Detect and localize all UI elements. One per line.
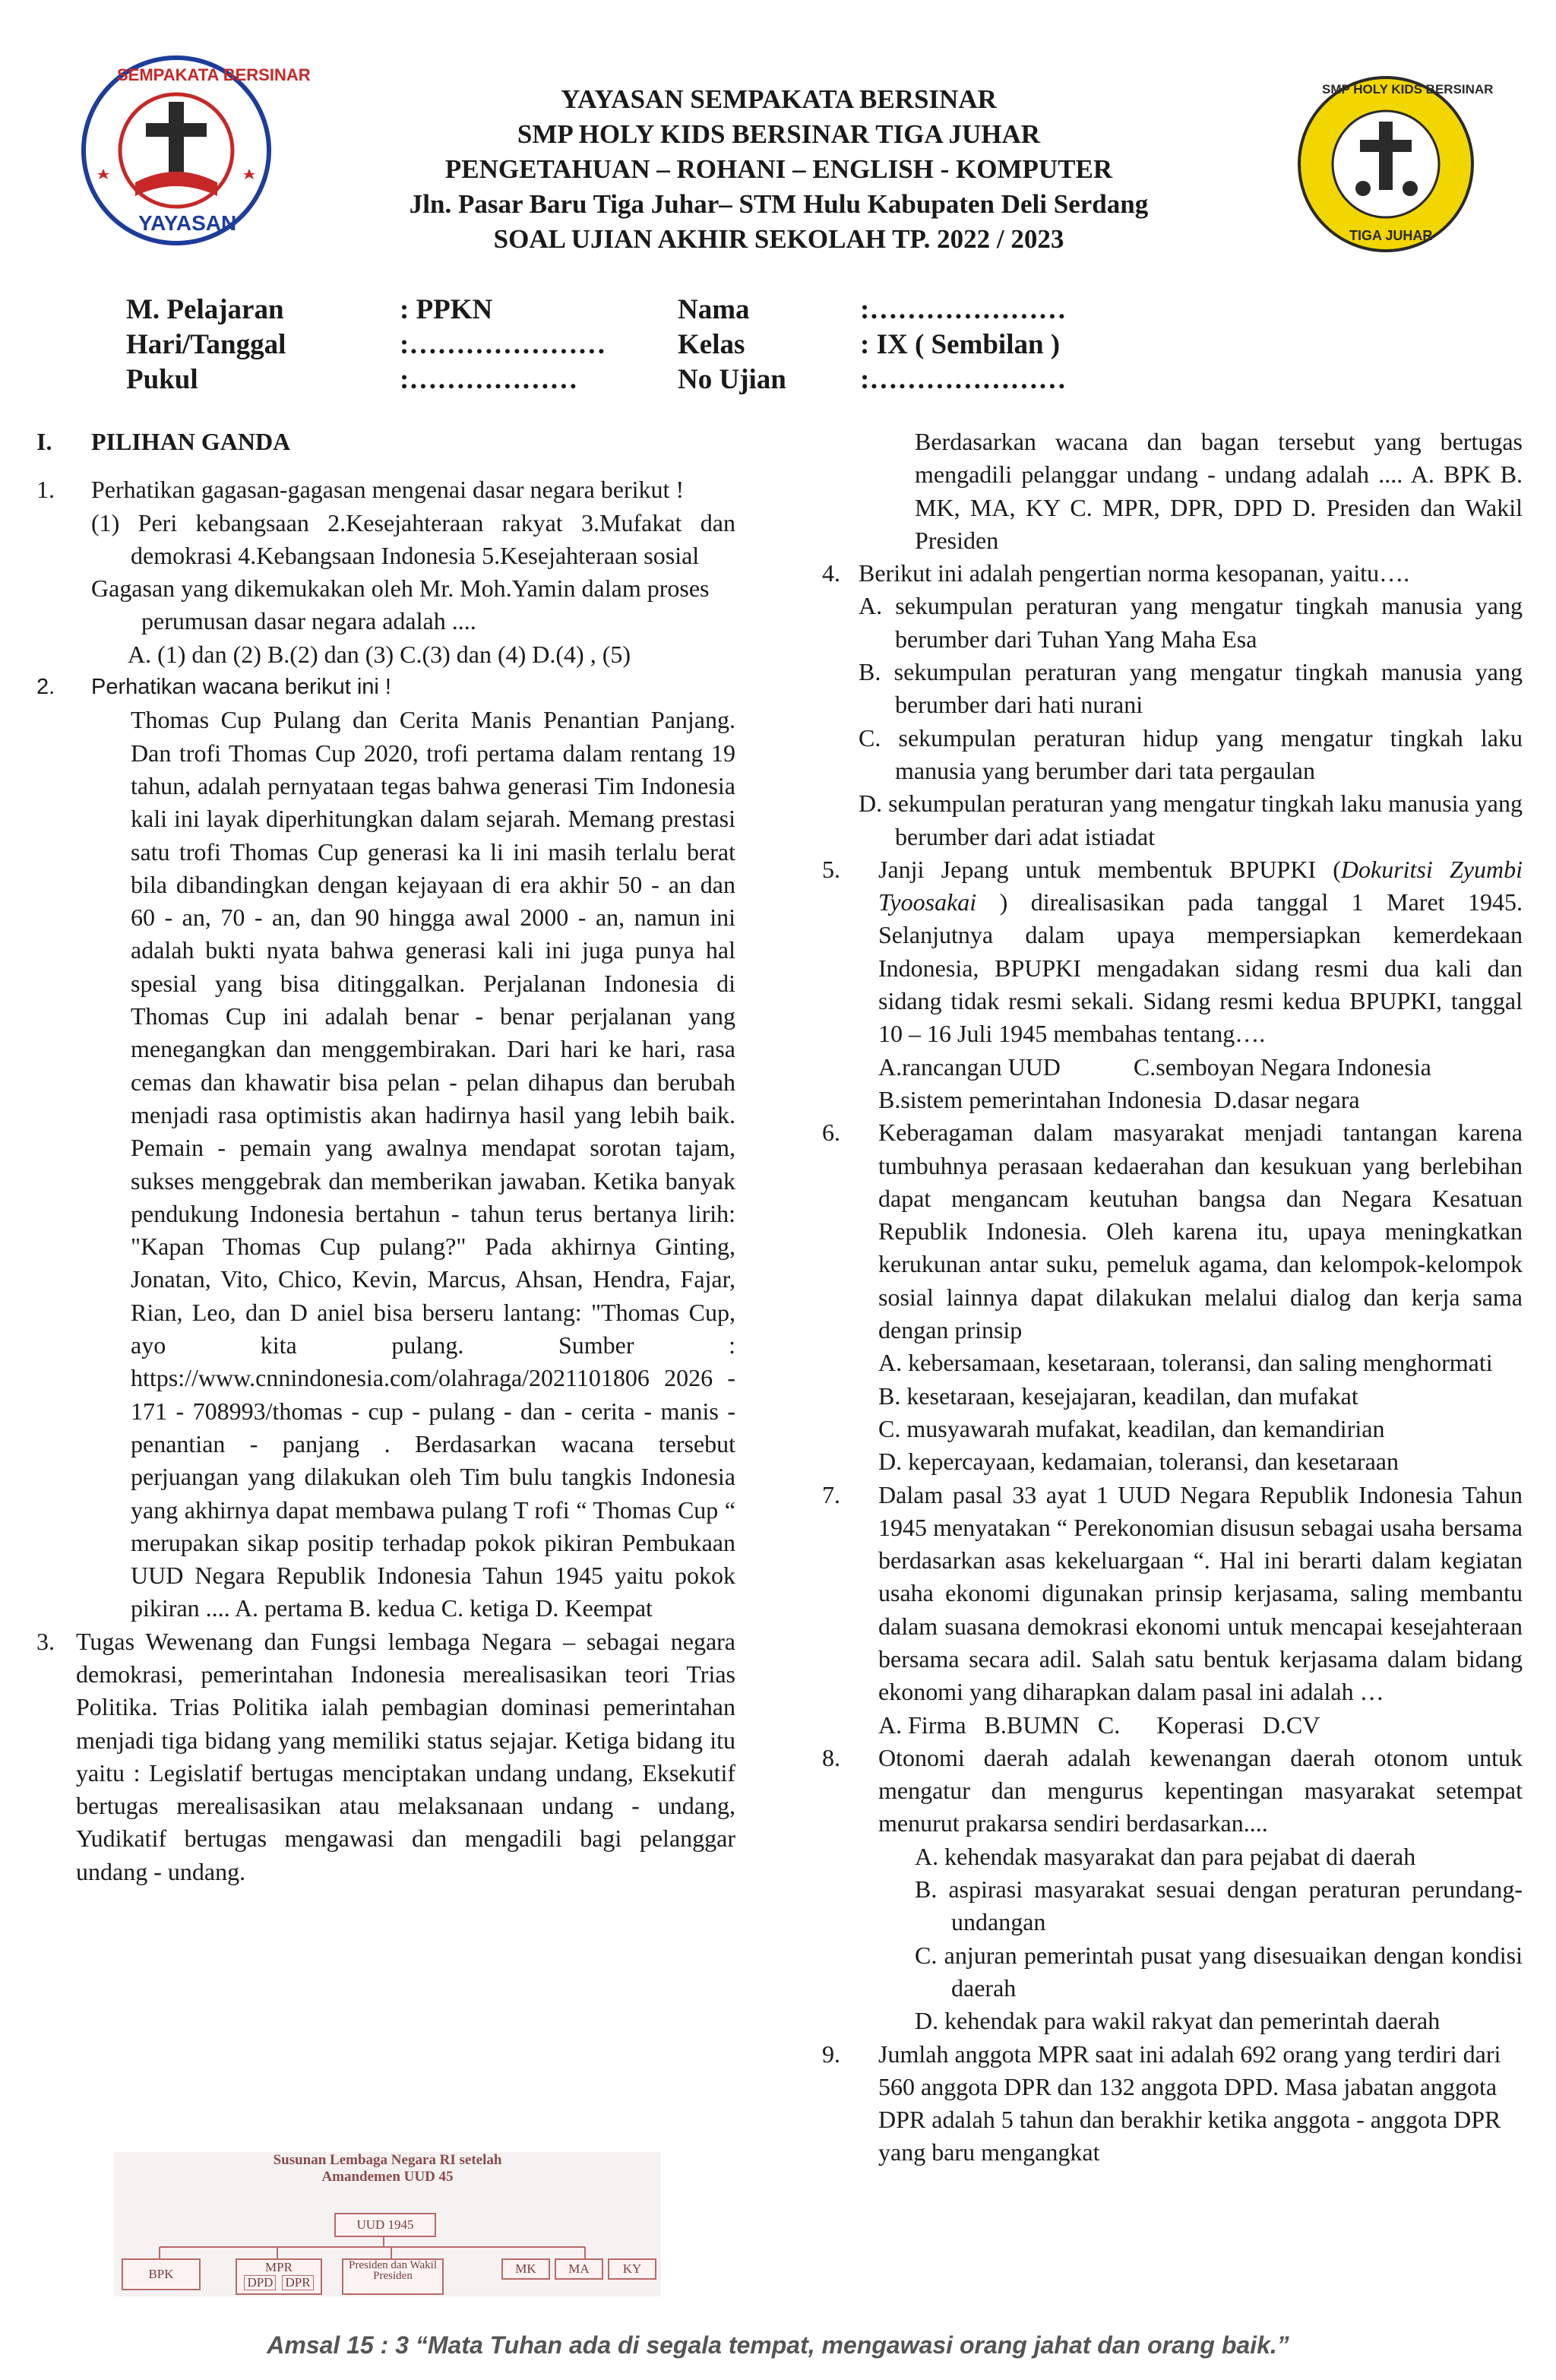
section-number: I. — [36, 428, 52, 455]
question-text: Otonomi daerah adalah kewenangan daerah otonom untuk mengatur dan mengurus kepentingan masyarakat setempat menurut prakarsa sendiri berdasarkan.... — [878, 1743, 1523, 1837]
box-ky: KY — [608, 2258, 656, 2280]
section-title: PILIHAN GANDA — [91, 428, 291, 455]
header-line-exam: SOAL UJIAN AKHIR SEKOLAH TP. 2022 / 2023 — [493, 224, 1064, 254]
box-presiden: Presiden dan Wakil Presiden — [342, 2258, 444, 2295]
header-line-school: SMP HOLY KIDS BERSINAR TIGA JUHAR — [517, 119, 1041, 149]
question-text-pre: Janji Jepang untuk membentuk BPUPKI ( — [878, 855, 1341, 883]
header-line-address: Jln. Pasar Baru Tiga Juhar– STM Hulu Kabupaten Deli Serdang — [409, 189, 1149, 219]
footer-verse: Amsal 15 : 3 “Mata Tuhan ada di segala tempat, mengawasi orang jahat dan orang baik.” — [267, 2331, 1289, 2359]
question-number: 5. — [822, 855, 840, 883]
name-value: :………………… — [860, 294, 1067, 325]
options-line-2: B.sistem pemerintahan Indonesia D.dasar negara — [878, 1085, 1360, 1113]
box-uud: UUD 1945 — [334, 2213, 436, 2237]
class-value: : IX ( Sembilan ) — [860, 329, 1061, 360]
logo-text-bottom: TIGA JUHAR — [1349, 228, 1433, 243]
name-label: Nama — [678, 294, 750, 325]
diagram-title-line1: Susunan Lembaga Negara RI setelah — [273, 2152, 502, 2168]
question-9 — [822, 2038, 1523, 2170]
box-mk: MK — [501, 2258, 550, 2280]
question-text: Dalam pasal 33 ayat 1 UUD Negara Republik Indonesia Tahun 1945 menyatakan “ Perekonomian disusun sebagai usaha bersama berdasarkan asas kekeluargaan “. Hal ini berarti dalam kegiatan usaha ekonomi digunakan prinsip kerjasama, saling membantu dalam suasana demokrasi ekonomi untuk mencapai kesejahteraan bersama secara adil. Salah satu bentuk kerjasama dalam bidang ekonomi yang diharapkan dalam pasal ini adalah … — [878, 1480, 1523, 1706]
yayasan-logo — [81, 55, 311, 246]
question-number: 6. — [822, 1119, 840, 1147]
question-text: Jumlah anggota MPR saat ini adalah 692 orang yang terdiri dari 560 anggota DPR dan 132 anggota DPD. Masa jabatan anggota DPR adalah 5 tahun dan berakhir ketika anggota - anggota DPR yang baru mengangkat — [878, 2040, 1501, 2166]
option-b: B. sekumpulan peraturan yang mengatur tingkah manusia yang berumber dari hati nurani — [859, 658, 1523, 719]
question-number: 9. — [822, 2040, 840, 2068]
option-a: A. kebersamaan, kesetaraan, toleransi, dan saling menghormati — [878, 1349, 1493, 1377]
time-value: :……………… — [400, 364, 578, 395]
subject-value: : PPKN — [400, 294, 493, 325]
option-b: B. kesetaraan, kesejajaran, keadilan, dan mufakat — [878, 1381, 1358, 1410]
question-options: A. Firma B.BUMN C. Koperasi D.CV — [878, 1711, 1320, 1739]
question-text — [878, 853, 1523, 1051]
question-number: 3. — [36, 1627, 55, 1655]
box-dpd: DPD — [244, 2275, 276, 2290]
question-options: A. (1) dan (2) B.(2) dan (3) C.(3) dan (4) D.(4) , (5) — [128, 640, 631, 668]
box-bpk: BPK — [122, 2258, 201, 2290]
box-mpr — [236, 2258, 322, 2295]
question-5 — [822, 853, 1523, 1116]
option-c: C. sekumpulan peraturan hidup yang mengatur tingkah laku manusia yang berumber dari tata pergaulan — [859, 723, 1523, 784]
question-2 — [36, 671, 735, 1625]
exam-number-value: :………………… — [860, 364, 1067, 395]
header-line-subjects: PENGETAHUAN – ROHANI – ENGLISH - KOMPUTER — [444, 154, 1113, 184]
time-label: Pukul — [126, 364, 198, 395]
header-line-foundation: YAYASAN SEMPAKATA BERSINAR — [561, 84, 997, 114]
question-intro: Perhatikan wacana berikut ini ! — [91, 675, 391, 700]
institution-diagram — [114, 2152, 661, 2296]
box-dpr: DPR — [282, 2275, 313, 2290]
box-mpr-label: MPR — [265, 2260, 293, 2274]
question-text: Thomas Cup Pulang dan Cerita Manis Penantian Panjang. Dan trofi Thomas Cup 2020, trofi pertama dalam rentang 19 tahun, adalah pernyataan tegas bahwa generasi Tim Indonesia kali ini layak diperhitungkan dalam sejarah. Memang prestasi satu trofi Thomas Cup generasi ka li ini masih terlalu berat bila dibandingkan dengan kejayaan di era akhir 50 - an dan 60 - an, 70 - an, dan 90 hingga awal 2000 - an, namun ini adalah bukti nyata bahwa generasi kali ini juga punya hal spesial yang bisa ditinggalkan. Perjalanan Indonesia di Thomas Cup ini adalah benar - benar perjalanan yang menegangkan dan menggembirakan. Dari hari ke hari, rasa cemas dan khawatir bisa pelan - pelan dihapus dan berubah menjadi rasa optimistis akan hadirnya hasil yang lebih baik. Pemain - pemain yang awalnya mendapat sorotan tajam, sukses menggebrak dan memberikan jawaban. Ketika banyak pendukung Indonesia bertahun - tahun terus bertanya lirih: "Kapan Thomas Cup pulang?" Pada akhirnya Ginting, Jonatan, Vito, Chico, Kevin, Marcus, Ahsan, Hendra, Fajar, Rian, Leo, dan D aniel bisa berseru lantang: "Thomas Cup, ayo kita pulang. Sumber : https://www.cnnindonesia.com/olahraga/2021101806 2026 - 171 - 708993/thomas - cup - pulang - dan - cerita - manis - penantian - panjang . Berdasarkan wacana tersebut perjuangan yang dilakukan oleh Tim bulu tangkis Indonesia yang akhirnya dapat membawa pulang T rofi “ Thomas Cup “ merupakan sikap positip terhadap pokok pikiran Pembukaan UUD Negara Republik Indonesia Tahun 1945 yaitu pokok pikiran .... A. pertama B. kedua C. ketiga D. Keempat — [131, 706, 735, 1622]
logo-text-bottom: YAYASAN — [138, 211, 237, 235]
question-3 — [36, 1625, 735, 1888]
date-label: Hari/Tanggal — [126, 329, 286, 360]
option-a: A. sekumpulan peraturan yang mengatur tingkah manusia yang berumber dari Tuhan Yang Maha Esa — [859, 592, 1523, 653]
question-8 — [822, 1742, 1523, 2038]
subject-label: M. Pelajaran — [126, 294, 284, 325]
logo-text-top: SMP HOLY KIDS BERSINAR — [1322, 82, 1494, 97]
left-column — [36, 426, 735, 1888]
question-text: Berdasarkan wacana dan bagan tersebut yang bertugas mengadili pelanggar undang - undang adalah .... A. BPK B. MK, MA, KY C. MPR, DPR, DPD D. Presiden dan Wakil Presiden — [915, 428, 1523, 554]
class-label: Kelas — [678, 329, 745, 360]
question-stem: Gagasan yang dikemukakan oleh Mr. Moh.Yamin dalam proses perumusan dasar negara adalah .... — [91, 574, 710, 635]
question-items: (1) Peri kebangsaan 2.Kesejahteraan rakyat 3.Mufakat dan demokrasi 4.Kebangsaan Indonesia 5.Kesejahteraan sosial — [91, 508, 735, 569]
exam-number-label: No Ujian — [678, 364, 786, 395]
section-heading — [36, 426, 735, 458]
right-column — [822, 426, 1523, 2170]
school-logo — [1296, 74, 1494, 254]
question-number: 1. — [36, 476, 55, 504]
question-text: Tugas Wewenang dan Fungsi lembaga Negara – sebagai negara demokrasi, pemerintahan Indonesia merealisasikan teori Trias Politika. Trias Politika ialah pembagian dominasi pemerintahan menjadi tiga bidang yang memiliki status sejajar. Ketiga bidang itu yaitu : Legislatif bertugas menciptakan undang undang, Eksekutif bertugas merealisasikan atau melaksanaan undang - undang, Yudikatif bertugas mengawasi dan mengadili bagi pelanggar undang - undang. — [76, 1627, 735, 1885]
option-b: B. aspirasi masyarakat sesuai dengan peraturan perundang-undangan — [915, 1875, 1523, 1936]
diagram-title-line2: Amandemen UUD 45 — [321, 2169, 454, 2185]
school-header — [274, 82, 1284, 257]
question-3-continued — [915, 426, 1523, 557]
question-6 — [822, 1116, 1523, 1478]
option-d: D. sekumpulan peraturan yang mengatur tingkah laku manusia yang berumber dari adat istiadat — [859, 790, 1523, 850]
question-1 — [36, 473, 735, 671]
question-text: Perhatikan gagasan-gagasan mengenai dasar negara berikut ! — [91, 476, 685, 504]
option-d: D. kehendak para wakil rakyat dan pemerintah daerah — [915, 2007, 1441, 2035]
question-text: Berikut ini adalah pengertian norma kesopanan, yaitu…. — [859, 559, 1410, 587]
option-d: D. kepercayaan, kedamaian, toleransi, dan kesetaraan — [878, 1448, 1399, 1476]
question-number: 4. — [822, 559, 840, 587]
box-ma: MA — [555, 2258, 603, 2280]
question-number: 7. — [822, 1480, 840, 1508]
question-text-italic: Dokuritsi Zyumbi Tyoosakai — [878, 855, 1523, 916]
option-c: C. musyawarah mufakat, keadilan, dan kemandirian — [878, 1414, 1385, 1442]
option-c: C. anjuran pemerintah pusat yang disesuaikan dengan kondisi daerah — [915, 1941, 1523, 2002]
option-a: A. kehendak masyarakat dan para pejabat di daerah — [915, 1842, 1416, 1870]
options-line-1: A.rancangan UUD C.semboyan Negara Indonesia — [878, 1052, 1431, 1081]
question-text: Keberagaman dalam masyarakat menjadi tantangan karena tumbuhnya perasaan kedaerahan dan kesukuan yang berlebihan dapat mengancam keutuhan bangsa dan Negara Kesatuan Republik Indonesia. Oleh karena itu, upaya meningkatkan kerukunan antar suku, pemeluk agama, dan kelompok-kelompok sosial lainnya dapat dilakukan melalui dialog dan kerja sama dengan prinsip — [878, 1119, 1523, 1344]
question-number: 8. — [822, 1743, 840, 1771]
logo-text-top: SEMPAKATA BERSINAR — [117, 65, 311, 84]
question-7 — [822, 1479, 1523, 1742]
question-text-post: ) direalisasikan pada tanggal 1 Maret 1945. Selanjutnya dalam upaya mempersiapkan kemerdekaan Indonesia, BPUPKI mengadakan sidang resmi dua kali dan sidang tidak resmi sekali. Sidang resmi kedua BPUPKI, tanggal 10 – 16 Juli 1945 membahas tentang…. — [878, 888, 1523, 1048]
date-value: :………………… — [400, 329, 606, 360]
question-4 — [822, 557, 1523, 853]
question-number: 2. — [36, 675, 55, 700]
